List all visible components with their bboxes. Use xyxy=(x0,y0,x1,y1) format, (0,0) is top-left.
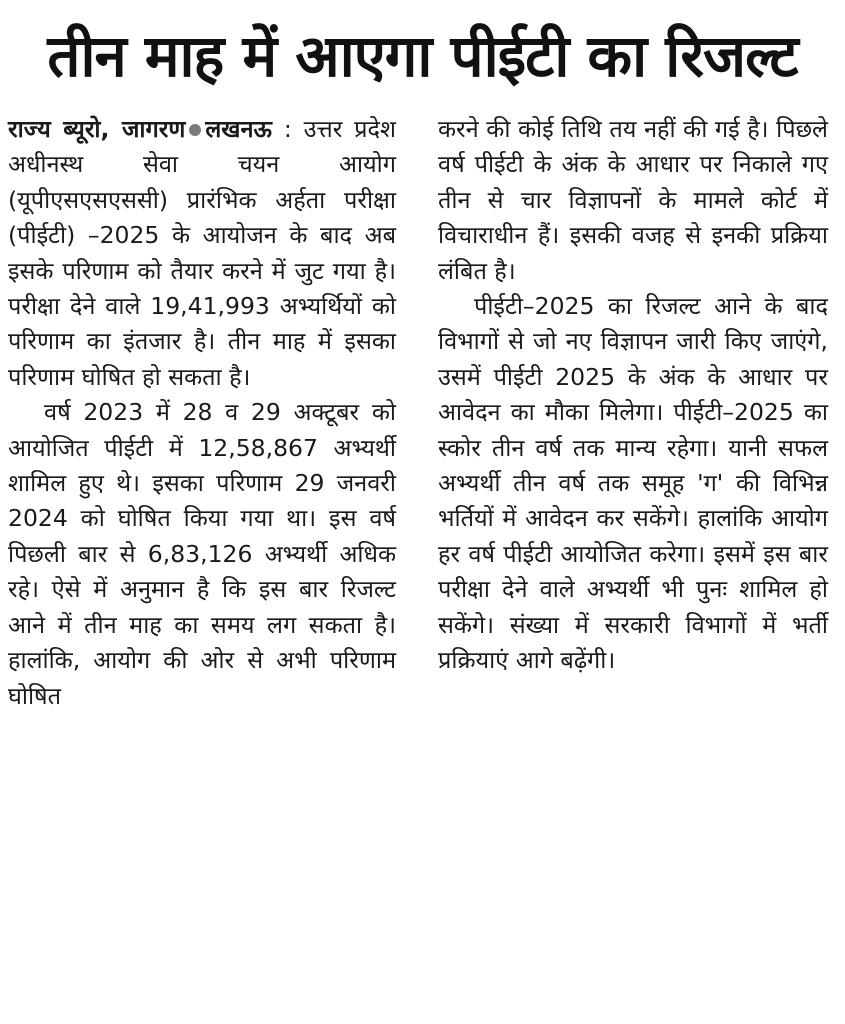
byline-city: लखनऊ xyxy=(205,115,272,143)
article-column-left xyxy=(8,112,396,714)
article-column-right xyxy=(438,112,828,679)
byline-bureau: राज्य ब्यूरो, जागरण xyxy=(8,115,186,143)
paragraph-1-text: उत्तर प्रदेश अधीनस्थ सेवा चयन आयोग (यूपीएसएसएससी) प्रारंभिक अर्हता परीक्षा (पीईटी) –2025 के आयोजन के बाद अब इसके परिणाम को तैयार करने में जुट गया है। परीक्षा देने वाले 19,41,993 अभ्यर्थियों को परिणाम का इंतजार है। तीन माह में इसका परिणाम घोषित हो सकता है। xyxy=(8,115,396,391)
headline: तीन माह में आएगा पीईटी का रिजल्ट xyxy=(47,22,798,90)
paragraph-2: वर्ष 2023 में 28 व 29 अक्टूबर को आयोजित पीईटी में 12,58,867 अभ्यर्थी शामिल हुए थे। इसका परिणाम 29 जनवरी 2024 को घोषित किया गया था। इस वर्ष पिछली बार से 6,83,126 अभ्यर्थी अधिक रहे। ऐसे में अनुमान है कि इस बार रिजल्ट आने में तीन माह का समय लग सकता है। हालांकि, आयोग की ओर से अभी परिणाम घोषित xyxy=(8,398,396,710)
paragraph-3: करने की कोई तिथि तय नहीं की गई है। पिछले वर्ष पीईटी के अंक के आधार पर निकाले गए तीन से चार विज्ञापनों के मामले कोर्ट में विचाराधीन हैं। इसकी वजह से इनकी प्रक्रिया लंबित है। xyxy=(438,115,828,285)
byline-separator: : xyxy=(283,115,292,143)
bullet-icon xyxy=(189,124,201,136)
paragraph-1 xyxy=(8,112,396,395)
paragraph-4: पीईटी–2025 का रिजल्ट आने के बाद विभागों से जो नए विज्ञापन जारी किए जाएंगे, उसमें पीईटी 2025 के अंक के आधार पर आवेदन का मौका मिलेगा। पीईटी–2025 का स्कोर तीन वर्ष तक मान्य रहेगा। यानी सफल अभ्यर्थी तीन वर्ष तक समूह 'ग' की विभिन्न भर्तियों में आवेदन कर सकेंगे। हालांकि आयोग हर वर्ष पीईटी आयोजित करेगा। इसमें इस बार परीक्षा देने वाले अभ्यर्थी भी पुनः शामिल हो सकेंगे। संख्या में सरकारी विभागों में भर्ती प्रक्रियाएं आगे बढ़ेंगी। xyxy=(438,292,828,675)
